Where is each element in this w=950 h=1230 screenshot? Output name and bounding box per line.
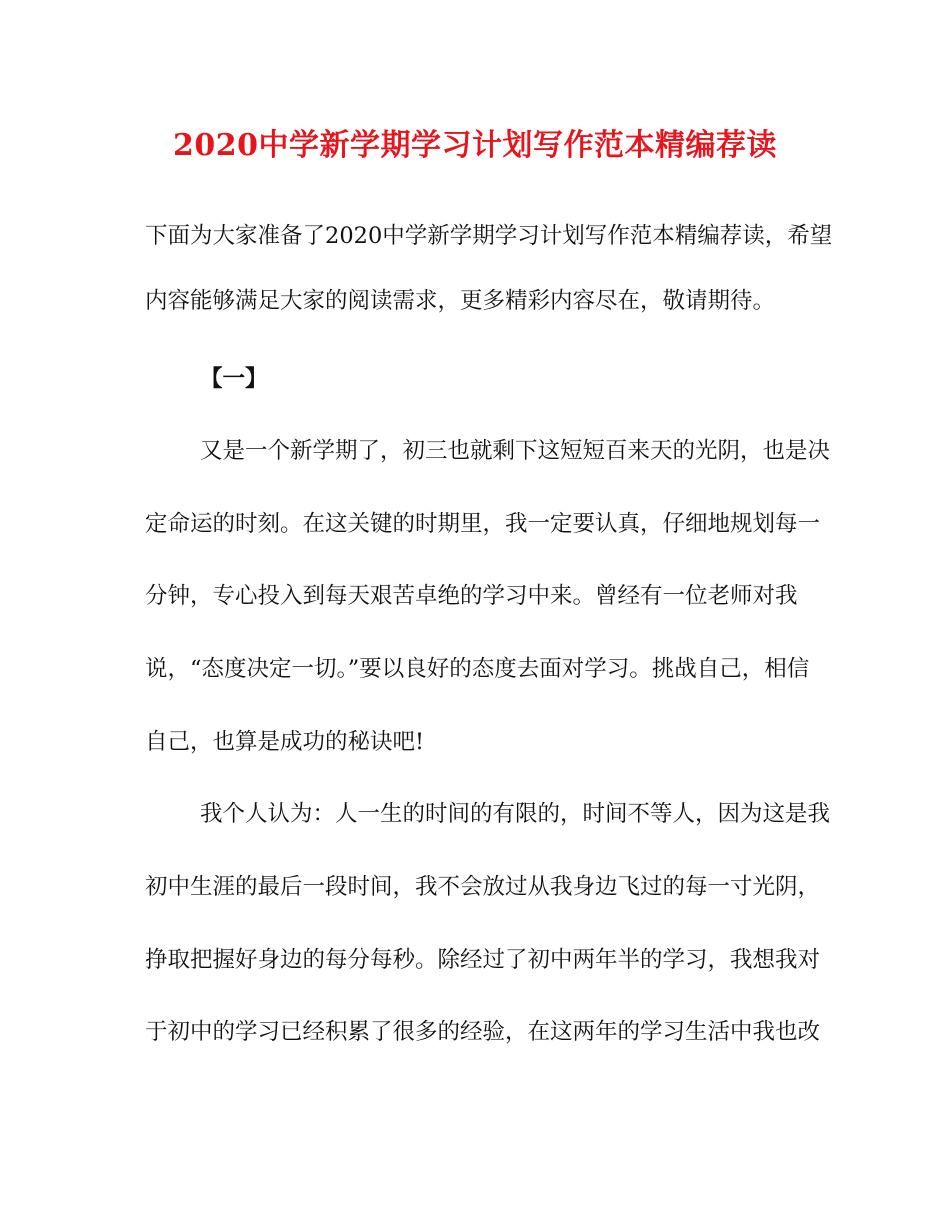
paragraph-line: 于初中的学习已经积累了很多的经验，在这两年的学习生活中我也改: [145, 1019, 821, 1045]
paragraph-line: 下面为大家准备了2020中学新学期学习计划写作范本精编荐读，希望: [145, 223, 833, 249]
paragraph-line: 挣取把握好身边的每分每秒。除经过了初中两年半的学习，我想我对: [145, 947, 821, 973]
document-title: 2020中学新学期学习计划写作范本精编荐读: [173, 128, 777, 163]
paragraph-line: 说，“态度决定一切。”要以良好的态度去面对学习。挑战自己，相信: [145, 656, 810, 682]
paragraph-line: 我个人认为：人一生的时间的有限的，时间不等人，因为这是我: [200, 801, 831, 827]
paragraph-line: 自己，也算是成功的秘诀吧!: [145, 729, 425, 755]
paragraph-line: 定命运的时刻。在这关键的时期里，我一定要认真，仔细地规划每一: [145, 511, 821, 537]
paragraph-line: 初中生涯的最后一段时间，我不会放过从我身边飞过的每一寸光阴，: [145, 874, 821, 900]
paragraph-line: 分钟，专心投入到每天艰苦卓绝的学习中来。曾经有一位老师对我: [145, 583, 798, 609]
paragraph-line: 内容能够满足大家的阅读需求，更多精彩内容尽在，敬请期待。: [145, 288, 776, 314]
paragraph-line: 又是一个新学期了，初三也就剩下这短短百来天的光阴，也是决: [200, 438, 831, 464]
section-heading: 【一】: [200, 366, 268, 392]
